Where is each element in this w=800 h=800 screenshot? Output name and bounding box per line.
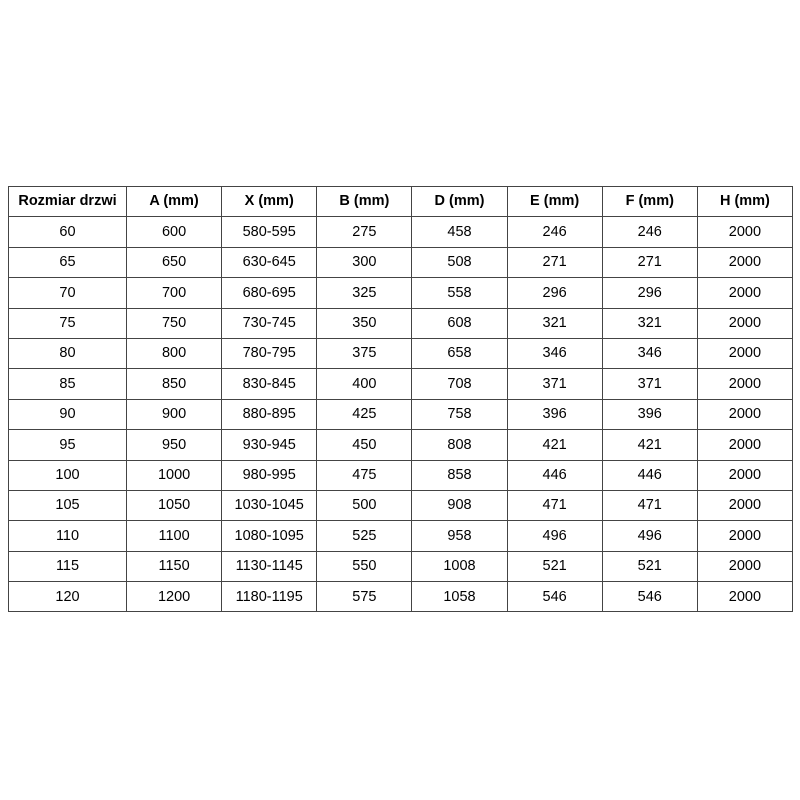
table-cell: 246: [602, 217, 697, 247]
table-row: [9, 217, 793, 247]
table-row: [9, 399, 793, 429]
table-cell: 1200: [127, 582, 222, 612]
table-cell: 110: [9, 521, 127, 551]
table-cell: 658: [412, 338, 507, 368]
table-body: [9, 217, 793, 612]
table-cell: 271: [507, 247, 602, 277]
table-cell: 246: [507, 217, 602, 247]
table-row: [9, 521, 793, 551]
table-cell: 421: [507, 430, 602, 460]
door-sizes-table: [8, 186, 793, 612]
column-header: E (mm): [507, 187, 602, 217]
table-cell: 700: [127, 278, 222, 308]
column-header: F (mm): [602, 187, 697, 217]
table-cell: 2000: [697, 217, 792, 247]
table-cell: 85: [9, 369, 127, 399]
table-cell: 325: [317, 278, 412, 308]
table-cell: 321: [507, 308, 602, 338]
table-cell: 980-995: [222, 460, 317, 490]
table-cell: 346: [602, 338, 697, 368]
table-cell: 371: [602, 369, 697, 399]
table-cell: 396: [602, 399, 697, 429]
table-cell: 508: [412, 247, 507, 277]
table-cell: 908: [412, 490, 507, 520]
table-cell: 950: [127, 430, 222, 460]
table-cell: 558: [412, 278, 507, 308]
table-row: [9, 308, 793, 338]
column-header: H (mm): [697, 187, 792, 217]
table-row: [9, 369, 793, 399]
table-cell: 1150: [127, 551, 222, 581]
table-cell: 471: [602, 490, 697, 520]
table-cell: 930-945: [222, 430, 317, 460]
table-cell: 600: [127, 217, 222, 247]
table-cell: 1030-1045: [222, 490, 317, 520]
table-cell: 115: [9, 551, 127, 581]
table-cell: 1008: [412, 551, 507, 581]
table-cell: 880-895: [222, 399, 317, 429]
table-cell: 105: [9, 490, 127, 520]
table-cell: 90: [9, 399, 127, 429]
table-cell: 2000: [697, 308, 792, 338]
column-header: X (mm): [222, 187, 317, 217]
table-cell: 546: [602, 582, 697, 612]
table-cell: 421: [602, 430, 697, 460]
table-row: [9, 490, 793, 520]
table-cell: 780-795: [222, 338, 317, 368]
table-cell: 496: [507, 521, 602, 551]
column-header: Rozmiar drzwi: [9, 187, 127, 217]
table-cell: 458: [412, 217, 507, 247]
table-row: [9, 338, 793, 368]
table-cell: 446: [602, 460, 697, 490]
table-cell: 2000: [697, 490, 792, 520]
table-cell: 275: [317, 217, 412, 247]
header-row: [9, 187, 793, 217]
table-cell: 100: [9, 460, 127, 490]
table-cell: 400: [317, 369, 412, 399]
table-row: [9, 582, 793, 612]
table-cell: 2000: [697, 521, 792, 551]
table-cell: 521: [602, 551, 697, 581]
table-cell: 750: [127, 308, 222, 338]
table-cell: 500: [317, 490, 412, 520]
table-row: [9, 247, 793, 277]
table-cell: 475: [317, 460, 412, 490]
table-cell: 2000: [697, 399, 792, 429]
table-cell: 321: [602, 308, 697, 338]
table-row: [9, 460, 793, 490]
table-cell: 1180-1195: [222, 582, 317, 612]
table-cell: 80: [9, 338, 127, 368]
table-cell: 450: [317, 430, 412, 460]
table-cell: 350: [317, 308, 412, 338]
table-cell: 808: [412, 430, 507, 460]
table-cell: 296: [602, 278, 697, 308]
table-cell: 650: [127, 247, 222, 277]
table-cell: 550: [317, 551, 412, 581]
column-header: B (mm): [317, 187, 412, 217]
table-cell: 1130-1145: [222, 551, 317, 581]
column-header: A (mm): [127, 187, 222, 217]
table-header: [9, 187, 793, 217]
table-cell: 680-695: [222, 278, 317, 308]
table-cell: 708: [412, 369, 507, 399]
table-cell: 850: [127, 369, 222, 399]
table-cell: 2000: [697, 278, 792, 308]
table-cell: 375: [317, 338, 412, 368]
table-cell: 2000: [697, 247, 792, 277]
table-cell: 858: [412, 460, 507, 490]
table-cell: 425: [317, 399, 412, 429]
table-cell: 1000: [127, 460, 222, 490]
table-cell: 2000: [697, 338, 792, 368]
table-cell: 396: [507, 399, 602, 429]
table-cell: 471: [507, 490, 602, 520]
table-cell: 70: [9, 278, 127, 308]
table-cell: 830-845: [222, 369, 317, 399]
table-cell: 630-645: [222, 247, 317, 277]
table-row: [9, 430, 793, 460]
table-cell: 575: [317, 582, 412, 612]
column-header: D (mm): [412, 187, 507, 217]
table-cell: 1050: [127, 490, 222, 520]
table-cell: 521: [507, 551, 602, 581]
table-cell: 546: [507, 582, 602, 612]
table-cell: 346: [507, 338, 602, 368]
table-cell: 300: [317, 247, 412, 277]
table-cell: 65: [9, 247, 127, 277]
table-cell: 95: [9, 430, 127, 460]
table-cell: 730-745: [222, 308, 317, 338]
table-cell: 1080-1095: [222, 521, 317, 551]
table-cell: 296: [507, 278, 602, 308]
table-cell: 2000: [697, 430, 792, 460]
table-row: [9, 551, 793, 581]
table-cell: 2000: [697, 582, 792, 612]
table-cell: 60: [9, 217, 127, 247]
table-cell: 608: [412, 308, 507, 338]
table-cell: 75: [9, 308, 127, 338]
table-cell: 800: [127, 338, 222, 368]
table-row: [9, 278, 793, 308]
table-cell: 1100: [127, 521, 222, 551]
table-cell: 120: [9, 582, 127, 612]
table-cell: 900: [127, 399, 222, 429]
table-cell: 2000: [697, 369, 792, 399]
table-cell: 446: [507, 460, 602, 490]
table-cell: 1058: [412, 582, 507, 612]
table-cell: 2000: [697, 460, 792, 490]
table-cell: 2000: [697, 551, 792, 581]
table-cell: 271: [602, 247, 697, 277]
table-cell: 758: [412, 399, 507, 429]
table-cell: 580-595: [222, 217, 317, 247]
table-cell: 525: [317, 521, 412, 551]
table-cell: 496: [602, 521, 697, 551]
table-cell: 371: [507, 369, 602, 399]
table-cell: 958: [412, 521, 507, 551]
